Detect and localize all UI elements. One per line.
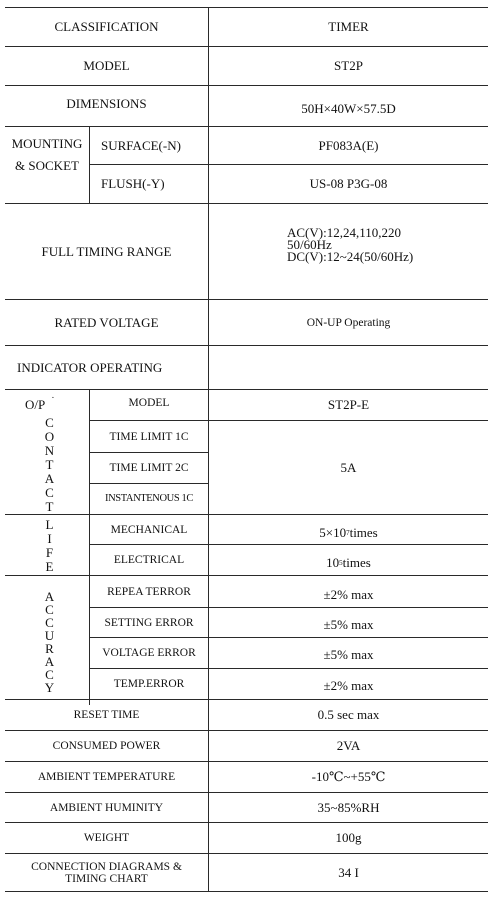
- flush-value: US-08 P3G-08: [309, 176, 388, 191]
- time-limit-2c-label: TIME LIMIT 2C: [109, 462, 189, 474]
- mechanical-label: MECHANICAL: [110, 523, 188, 536]
- spec-table: [5, 7, 488, 892]
- time-limit-1c-label: TIME LIMIT 1C: [109, 430, 189, 443]
- ambient-humidity-value: 35~85%RH: [317, 799, 380, 815]
- consumed-power-label: CONSUMED POWER: [52, 740, 161, 752]
- op-label-mark: ˙: [51, 396, 55, 407]
- surface-value: PF083A(E): [318, 137, 379, 153]
- connection-label-line2: TIMING CHART: [65, 872, 148, 885]
- connection-label-line1: CONNECTION DIAGRAMS &: [31, 860, 182, 873]
- classification-value: TIMER: [328, 18, 369, 34]
- model-value: ST2P: [334, 58, 363, 73]
- rated-voltage-label: RATED VOLTAGE: [54, 314, 159, 330]
- contact-model-value: ST2P-E: [327, 397, 370, 412]
- electrical-label: ELECTRICAL: [113, 554, 185, 566]
- ambient-humidity-label: AMBIENT HUMINITY: [49, 801, 164, 814]
- weight-value: 100g: [335, 830, 362, 845]
- mounting-label-line1: MOUNTING: [11, 136, 83, 151]
- timing-range-value: [287, 227, 487, 287]
- contact-model-label: MODEL: [128, 397, 170, 409]
- model-label: MODEL: [83, 58, 130, 73]
- mounting-label-line2: & SOCKET: [15, 158, 79, 173]
- reset-time-value: 0.5 sec max: [317, 707, 380, 722]
- mounting-label: [5, 127, 89, 183]
- voltage-error-value: ±5% max: [323, 647, 374, 662]
- temp-error-label: TEMP.ERROR: [113, 678, 185, 690]
- voltage-error-label: VOLTAGE ERROR: [102, 647, 196, 659]
- flush-label: FLUSH(-Y): [101, 176, 165, 191]
- setting-error-value: ±5% max: [323, 616, 374, 632]
- electrical-value-prefix: 10: [326, 555, 340, 570]
- connection-value: 34 I: [338, 864, 359, 880]
- rated-voltage-value: ON-UP Operating: [306, 316, 391, 329]
- row-line: [5, 514, 488, 515]
- mechanical-value: 5×10 7 times: [319, 524, 378, 540]
- mechanical-value-suffix: times: [349, 524, 378, 540]
- weight-label: WEIGHT: [83, 832, 130, 844]
- mechanical-value-prefix: 5×10: [319, 524, 347, 540]
- op-label: [25, 397, 85, 413]
- setting-error-label: SETTING ERROR: [104, 616, 194, 629]
- op-label-text: O/P: [25, 397, 46, 412]
- connection-label: [5, 854, 208, 891]
- ambient-temperature-label: AMBIENT TEMPERATURE: [37, 771, 176, 783]
- surface-label: SURFACE(-N): [101, 137, 181, 153]
- temp-error-value: ±2% max: [323, 678, 374, 693]
- time-limit-2c-value: 5A: [340, 459, 357, 475]
- instantaneous-1c-label: INSTANTENOUS 1C: [105, 493, 193, 504]
- timing-range-label: FULL TIMING RANGE: [41, 243, 172, 259]
- consumed-power-value: 2VA: [336, 738, 361, 753]
- contact-label: CONTACT: [42, 415, 57, 513]
- timing-range-line2: 50/60Hz: [287, 237, 332, 252]
- accuracy-label: ACCURACY: [42, 589, 57, 693]
- electrical-value-suffix: times: [342, 555, 371, 570]
- table-border-bottom: [5, 891, 488, 892]
- classification-label: CLASSIFICATION: [54, 18, 159, 34]
- repeat-error-value: ±2% max: [323, 586, 374, 602]
- timing-range-line1: AC(V):12,24,110,220: [287, 225, 401, 240]
- indicator-operating-value: [209, 346, 488, 389]
- reset-time-label: RESET TIME: [73, 709, 140, 721]
- indicator-operating-label: INDICATOR OPERATING: [17, 359, 163, 375]
- dimensions-label: DIMENSIONS: [66, 96, 147, 111]
- electrical-value: 10 5 times: [326, 555, 371, 570]
- ambient-temperature-value: -10℃~+55℃: [311, 769, 386, 784]
- timing-range-line3: DC(V):12~24(50/60Hz): [287, 249, 414, 264]
- life-label: LIFE: [42, 517, 57, 573]
- dimensions-value: 50H×40W×57.5D: [301, 101, 396, 116]
- repeat-error-label: REPEA TERROR: [107, 585, 191, 598]
